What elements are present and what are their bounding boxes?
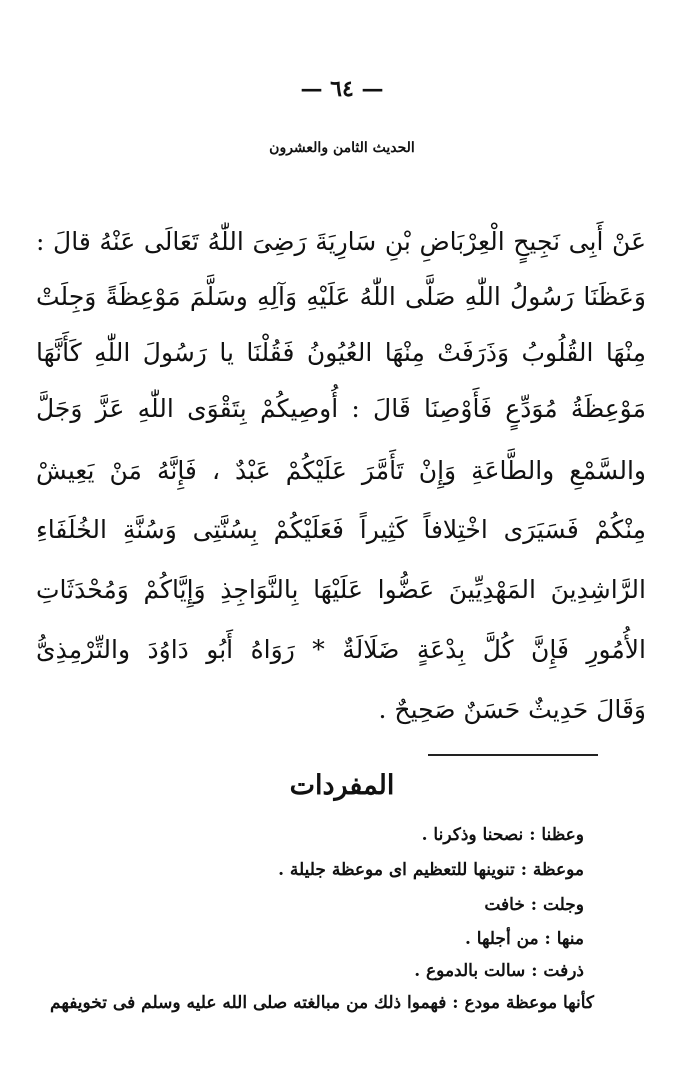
vocabulary-item-6: كأنها موعظة مودع : فهموا ذلك من مبالغته صلى الله عليه وسلم فى تخويفهم bbox=[50, 993, 594, 1013]
vocabulary-item-3: وجلت : خافت bbox=[484, 895, 584, 915]
hadith-line-2: وَعَظَنَا رَسُولُ اللّٰهِ صَلَّى اللّٰهُ عَلَيْهِ وَآلِهِ وسَلَّمَ مَوْعِظَةً وَجِلَتْ bbox=[36, 282, 646, 311]
hadith-line-9: وَقَالَ حَدِيثٌ حَسَنٌ صَحِيحٌ . bbox=[378, 695, 646, 724]
hadith-line-8: الأُمُورِ فَإِنَّ كُلَّ بِدْعَةٍ ضَلَالَةٌ * رَوَاهُ أَبُو دَاوُدَ والتِّرْمِذِىُّ bbox=[36, 635, 646, 664]
hadith-line-7: الرَّاشِدِينَ المَهْدِيِّينَ عَضُّوا عَلَيْهَا بِالنَّوَاجِذِ وَإِيَّاكُمْ وَمُحْدَثَاتِ bbox=[36, 575, 646, 604]
vocabulary-heading: المفردات bbox=[289, 770, 395, 801]
hadith-line-1: عَنْ أَبِى نَجِيحٍ الْعِرْبَاضِ بْنِ سَارِيَةَ رَضِىَ اللّٰهُ تَعَالَى عَنْهُ قالَ : bbox=[36, 227, 646, 256]
vocabulary-item-4: منها : من أجلها . bbox=[464, 929, 584, 949]
hadith-line-3: مِنْهَا القُلُوبُ وَذَرَفَتْ مِنْهَا العُيُونُ فَقُلْنَا يا رَسُولَ اللّٰهِ كَأَنَّهَا bbox=[36, 338, 646, 367]
section-divider bbox=[428, 754, 598, 756]
hadith-line-5: والسَّمْعِ والطَّاعَةِ وَإِنْ تَأَمَّرَ عَلَيْكُمْ عَبْدٌ ، فَإِنَّهُ مَنْ يَعِيشْ bbox=[36, 456, 646, 485]
hadith-line-4: مَوْعِظَةُ مُوَدِّعٍ فَأَوْصِنَا قَالَ : أُوصِيكُمْ بِتَقْوَى اللّٰهِ عَزَّ وَجَلَّ bbox=[36, 394, 646, 423]
page-number: — ٦٤ — bbox=[300, 76, 384, 102]
vocabulary-item-2: موعظة : تنوينها للتعظيم اى موعظة جليلة . bbox=[278, 860, 584, 880]
vocabulary-item-5: ذرفت : سالت بالدموع . bbox=[414, 961, 584, 981]
hadith-line-6: مِنْكُمْ فَسَيَرَى اخْتِلافاً كَثِيراً فَعَلَيْكُمْ بِسُنَّتِى وَسُنَّةِ الخُلَفَاءِ bbox=[36, 515, 646, 544]
hadith-title: الحديث الثامن والعشرون bbox=[269, 140, 415, 156]
vocabulary-item-1: وعظنا : نصحنا وذكرنا . bbox=[421, 825, 584, 845]
